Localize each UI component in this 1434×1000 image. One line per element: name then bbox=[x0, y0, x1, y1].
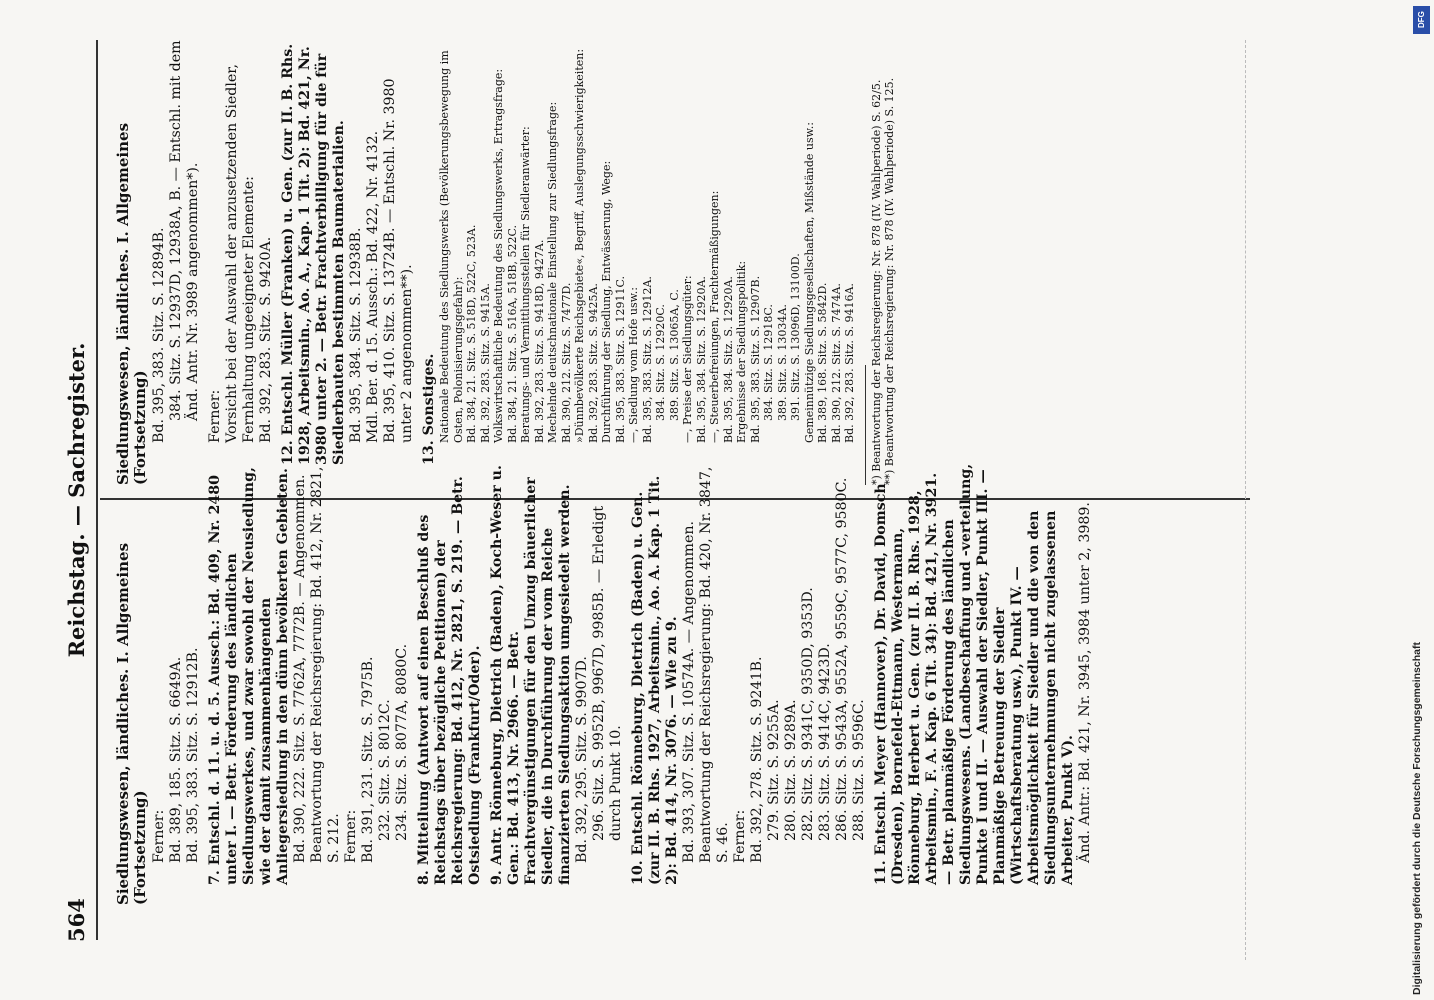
header-rule bbox=[96, 40, 98, 940]
index-entry: 283. Sitz. S. 9414C, 9423D. bbox=[817, 643, 833, 841]
footnote: *) Beantwortung der Reichsregierung: Nr. 878 (IV. Wahlperiode) S. 62/5. bbox=[869, 79, 883, 485]
index-entry: Vorsicht bei der Auswahl der anzusetzenden Siedler, Fernhaltung ungeeigneter Elemente: bbox=[224, 63, 257, 443]
index-entry: 9. Antr. Rönneburg, Dietrich (Baden), Koch-Weser u. Gen.: Bd. 413, Nr. 2966. — Betr. Frachtvergünstigungen für den Umzug bäuerlicher Siedler, die in Durchführung der vom Reiche finanzierten Siedlungsaktion umgesiedelt werden. bbox=[489, 465, 573, 885]
index-entry: Mechelnde deutschnationale Einstellung zur Siedlungsfrage: bbox=[546, 101, 559, 443]
index-entry: 11. Entschl. Meyer (Hannover), Dr. David, Domsch (Dresden), Bornefeld-Ettmann, Westermann, Rönneburg, Herbert u. Gen. (zur II. B. Rhs. 1928, Arbeitsmin., F. A. Kap. 6 Tit. 34): Bd. 421, Nr. 3921. — Betr. planmäßige Förderung des ländlichen Siedlungswesens. (Landbeschaffung und -verteilung, Punkte I und II. — Auswahl der Siedler, Punkt III. — Planmäßige Betreuung der Siedler (Wirtschaftsberatung usw.), Punkt IV. — Arbeitsmöglichkeit für Siedler und die von den Siedlungsunternehmungen nicht zugelassenen Arbeiter, Punkt V). bbox=[873, 463, 1076, 885]
page-header bbox=[62, 40, 96, 960]
index-entry: Bd. 391, 231. Sitz. S. 7975B. bbox=[360, 656, 376, 863]
index-entry: Bd. 395, 383. Sitz. S. 12911C. bbox=[613, 275, 627, 443]
index-entry: Bd. 395, 383. Sitz. S. 12907B. bbox=[748, 275, 762, 443]
footnote: **) Beantwortung der Reichsregierung: Nr. 878 (IV. Wahlperiode) S. 125. bbox=[882, 77, 896, 485]
index-entry: —, Siedlung vom Hofe usw.: bbox=[627, 287, 640, 443]
index-entry: Bd. 390, 212. Sitz. S. 7474A. bbox=[829, 283, 843, 443]
index-entry: Bd. 392, 283. Sitz. S. 9420A. bbox=[258, 236, 274, 443]
index-entry: Ferner: bbox=[207, 389, 223, 443]
footnotes bbox=[870, 35, 896, 485]
index-entry: 280. Sitz. S. 9289A. bbox=[783, 699, 799, 841]
running-title: Reichstag. — Sachregister. bbox=[64, 342, 89, 658]
index-entry: 282. Sitz. S. 9341C, 9350D, 9353D. bbox=[800, 587, 816, 841]
index-entry: 288. Sitz. S. 9596C. bbox=[851, 699, 867, 841]
right-column-entries bbox=[115, 35, 857, 485]
page-number: 564 bbox=[64, 898, 89, 942]
index-entry: —, Steuerbefreiungen, Frachtermäßigungen: bbox=[708, 190, 721, 443]
index-entry: Beantwortung der Reichsregierung: Bd. 420, Nr. 3847, S. 46. bbox=[698, 466, 731, 863]
index-entry: »Dünnbevölkerte Reichsgebiete«, Begriff, Auslegungsschwierigkeiten: bbox=[573, 48, 586, 443]
index-entry: Bd. 389, 168. Sitz. S. 5842D. bbox=[816, 282, 829, 443]
index-entry: Bd. 389, 185. Sitz. S. 6649A. bbox=[168, 656, 184, 863]
index-entry: Bd. 395, 384. Sitz. S. 12938B. bbox=[348, 227, 364, 443]
index-entry: 7. Entschl. d. 11. u. d. 5. Aussch.: Bd. 409, Nr. 2480 unter I. — Betr. Förderung des ländlichen Siedlungswerkes, und zwar sowohl der Neusiedlung, wie der damit zusammenhängenden Anliegersiedlung in den dünn bevölkerten Gebieten. bbox=[207, 467, 291, 885]
index-entry: 10. Entschl. Rönneburg, Dietrich (Baden) u. Gen. (zur II. B. Rhs. 1927, Arbeitsmin., Ao. A. Kap. 1 Tit. 2): Bd. 414, Nr. 3076. — Wie zu 9. bbox=[630, 475, 680, 885]
index-entry: Nationale Bedeutung des Siedlungswerks (Bevölkerungsbewegung im Osten, Polonisierungsgefahr): bbox=[438, 50, 465, 443]
index-entry: 8. Mitteilung (Antwort auf einen Beschluß des Reichstags über bezügliche Petitionen) der Reichsregierung: Bd. 412, Nr. 2821, S. 219. — Betr. Ostsiedlung (Frankfurt/Oder). bbox=[416, 476, 483, 885]
index-entry: Beratungs- und Vermittlungsstellen für Siedleranwärter: bbox=[519, 126, 532, 443]
digitization-credit: Digitalisierung gefördert durch die Deutsche Forschungsgemeinschaft bbox=[1411, 642, 1423, 995]
index-entry: 232. Sitz. S. 8012C. bbox=[377, 699, 393, 841]
index-entry: Bd. 395, 410. Sitz. S. 13724B. — Entschl. Nr. 3980 unter 2 angenommen**). bbox=[382, 78, 415, 443]
index-entry: Bd. 395, 383. Sitz. S. 12912B. bbox=[185, 647, 201, 863]
index-entry: 296. Sitz. S. 9952B, 9967D, 9985B. — Erledigt durch Punkt 10. bbox=[591, 505, 624, 841]
index-entry: 234. Sitz. S. 8077A, 8080C. bbox=[394, 643, 410, 841]
index-entry: 279. Sitz. S. 9255A. bbox=[766, 699, 782, 841]
index-entry: Beantwortung der Reichsregierung: Bd. 412, Nr. 2821, S. 212. bbox=[309, 466, 342, 863]
index-entry: Bd. 392, 283. Sitz. S. 9415A. bbox=[478, 283, 492, 443]
index-entry: 12. Entschl. Müller (Franken) u. Gen. (zur II. B. Rhs. 1928, Arbeitsmin., Ao. A., Kap. 1 Tit. 2): Bd. 421, Nr. 3980 unter 2. — Betr. Frachtverbilligung für die für Siedlerbauten bestimmten Baumaterialien. bbox=[280, 43, 347, 465]
index-entry: Bd. 390, 222. Sitz. S. 7762A, 7772B. — Angenommen. bbox=[292, 474, 308, 863]
index-entry: Ferner: bbox=[151, 809, 167, 863]
index-entry: Bd. 395, 384. Sitz. S. 12920A. bbox=[721, 276, 735, 443]
index-entry: Gemeinnützige Siedlungsgesellschaften, Mißstände usw.: bbox=[802, 122, 816, 443]
index-entry: 384. Sitz. S. 12937D, 12938A, B. — Entschl. mit dem Änd. Antr. Nr. 3989 angenommen*). bbox=[168, 40, 201, 421]
index-entry: Ferner: bbox=[732, 809, 748, 863]
index-entry: Änd. Antr.: Bd. 421, Nr. 3945, 3984 unter 2, 3989. bbox=[1077, 502, 1093, 863]
index-entry: Bd. 395, 383. Sitz. S. 12894B. bbox=[151, 227, 167, 443]
index-entry: Bd. 392, 283. Sitz. S. 9418D, 9427A. bbox=[532, 239, 546, 443]
column-heading: Siedlungswesen, ländliches. I. Allgemeines (Fortsetzung) bbox=[114, 122, 149, 485]
index-entry: 389. Sitz. S. 13065A, C. bbox=[667, 289, 681, 421]
index-entry: 391. Sitz. S. 13096D, 13100D. bbox=[789, 253, 802, 421]
index-entry: Bd. 384, 21. Sitz. S. 516A, 518B, 522C. bbox=[505, 224, 519, 443]
bottom-ruler bbox=[1245, 40, 1252, 960]
index-entry: 13. Sonstiges. bbox=[421, 353, 437, 465]
index-entry: Ferner: bbox=[343, 809, 359, 863]
index-entry: Bd. 392, 283. Sitz. S. 9416A. bbox=[843, 283, 856, 443]
index-entry: 286. Sitz. S. 9543A, 9552A, 9559C, 9577C, 9580C. bbox=[834, 477, 850, 841]
right-column bbox=[115, 35, 896, 485]
index-entry: 384. Sitz. S. 12920C. bbox=[654, 304, 667, 421]
index-entry: Bd. 392, 283. Sitz. S. 9425A. bbox=[586, 283, 600, 443]
left-column bbox=[115, 460, 1094, 905]
index-entry: 384. Sitz. S. 12918C. bbox=[762, 304, 775, 421]
index-entry: Bd. 395, 383. Sitz. S. 12912A. bbox=[640, 276, 654, 443]
index-entry: Bd. 392, 295. Sitz. S. 9907D. bbox=[574, 656, 590, 863]
index-entry: Ergebnisse der Siedlungspolitik: bbox=[735, 260, 748, 443]
index-entry: Bd. 395, 384. Sitz. S. 12920A. bbox=[694, 276, 708, 443]
index-entry: Volkswirtschaftliche Bedeutung des Siedlungswerks, Ertragsfrage: bbox=[492, 68, 505, 443]
index-entry: Bd. 393, 307. Sitz. S. 10574A. — Angenommen. bbox=[681, 521, 697, 863]
column-heading: Siedlungswesen, ländliches. I. Allgemeines (Fortsetzung) bbox=[114, 542, 149, 905]
index-entry: Mdl. Ber. d. 15. Aussch.: Bd. 422, Nr. 4132. bbox=[365, 130, 381, 443]
index-entry: Bd. 390, 212. Sitz. S. 7477D. bbox=[559, 282, 573, 443]
index-entry: Durchführung der Siedlung, Entwässerung, Wege: bbox=[600, 160, 613, 443]
index-entry: Bd. 392, 278. Sitz. S. 9241B. bbox=[749, 656, 765, 863]
index-entry: 389. Sitz. S. 13034A. bbox=[775, 304, 789, 421]
dfg-logo: DFG bbox=[1413, 6, 1430, 34]
footnote-rule bbox=[865, 365, 866, 485]
index-entry: Bd. 384, 21. Sitz. S. 518D, 522C, 523A. bbox=[465, 224, 478, 443]
index-entry: —, Preise der Siedlungsgüter: bbox=[681, 275, 694, 443]
